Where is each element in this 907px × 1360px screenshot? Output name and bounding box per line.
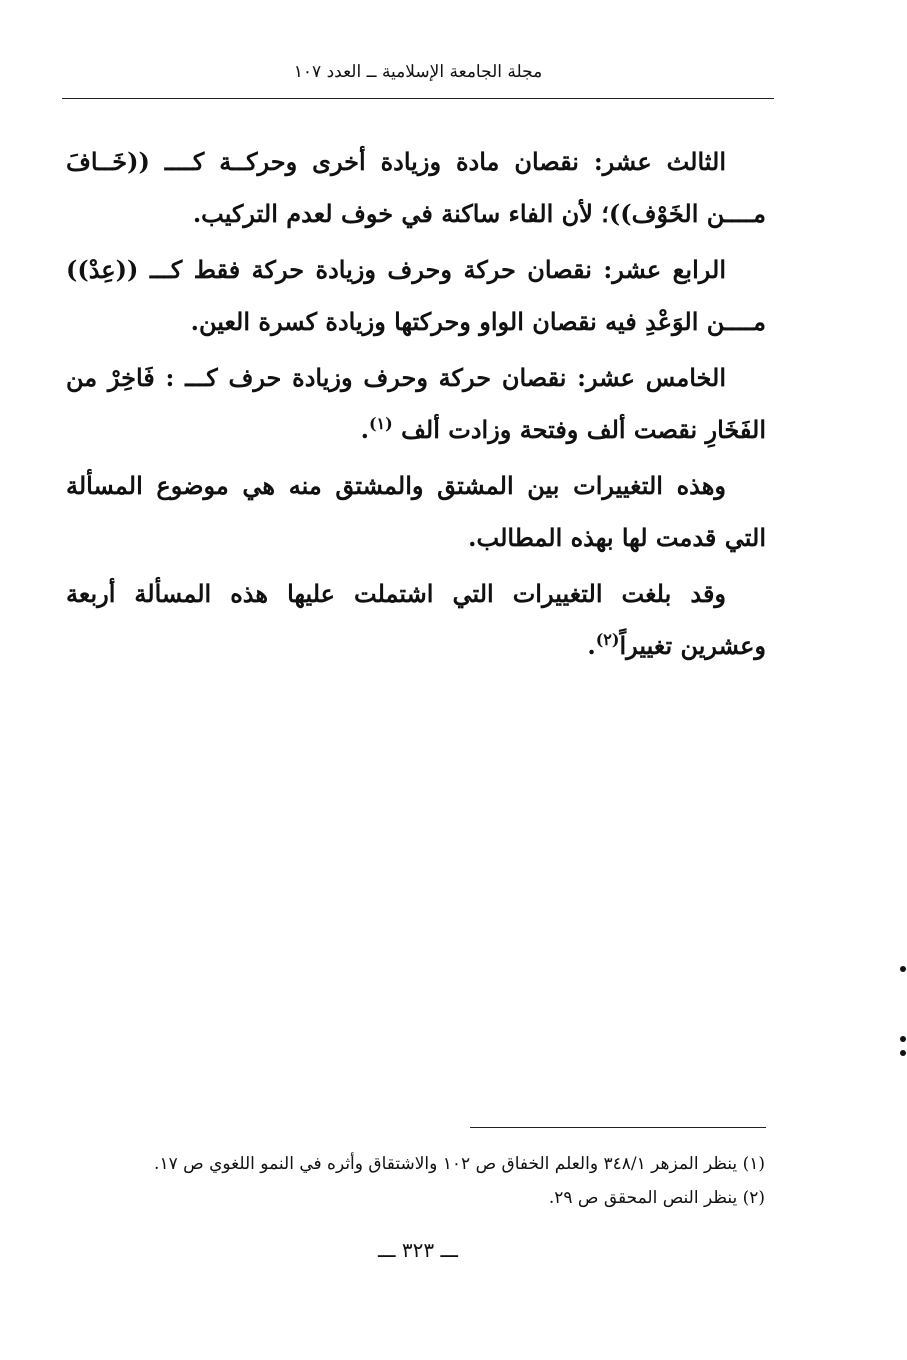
- paragraph-count: [66, 568, 766, 672]
- footnote-1: (١) ينظر المزهر ٣٤٨/١ والعلم الخفاق ص ١٠٢ والاشتقاق وأثره في النمو اللغوي ص ١٧.: [154, 1154, 765, 1174]
- page-number: ـــ ٣٢٣ ـــ: [377, 1238, 459, 1262]
- footnote-ref-1[interactable]: (١): [368, 414, 393, 433]
- margin-mark: [900, 1050, 906, 1056]
- footnotes: [100, 1147, 765, 1215]
- paragraph-thirteenth: الثالث عشر: نقصان مادة وزيادة أخرى وحركــة كــــ ((خَــافَ مــــن الخَوْف))؛ لأن الفاء ساكنة في خوف لعدم التركيب.: [66, 147, 766, 228]
- paragraph-changes: وهذه التغييرات بين المشتق والمشتق منه هي موضوع المسألة التي قدمت لها بهذه المطالب.: [66, 471, 766, 552]
- paragraph-fifteenth-text: الخامس عشر: نقصان حركة وحرف وزيادة حرف كـــ : فَاخِرْ من الفَخَارِ نقصت ألف وفتحة وزادت ألف: [66, 363, 766, 444]
- paragraph-fourteenth: الرابع عشر: نقصان حركة وحرف وزيادة حركة فقط كـــ ((عِدْ)) مــــن الوَعْدِ فيه نقصان الواو وحركتها وزيادة كسرة العين.: [66, 255, 766, 336]
- main-text: [66, 136, 766, 676]
- margin-mark: [900, 966, 906, 972]
- footnote-divider: [470, 1127, 766, 1128]
- sentence-end: .: [587, 631, 596, 660]
- margin-mark: [900, 1036, 906, 1042]
- paragraph-fifteenth: [66, 352, 766, 456]
- paragraph-count-text: وقد بلغت التغييرات التي اشتملت عليها هذه المسألة أربعة وعشرين تغييراً: [66, 579, 766, 660]
- journal-header: مجلة الجامعة الإسلامية ــ العدد ١٠٧: [293, 62, 543, 82]
- footnote-ref-2[interactable]: (٢): [595, 630, 620, 649]
- footnote-2: (٢) ينظر النص المحقق ص ٢٩.: [548, 1188, 765, 1208]
- header-divider: [62, 98, 774, 99]
- sentence-end: .: [360, 415, 369, 444]
